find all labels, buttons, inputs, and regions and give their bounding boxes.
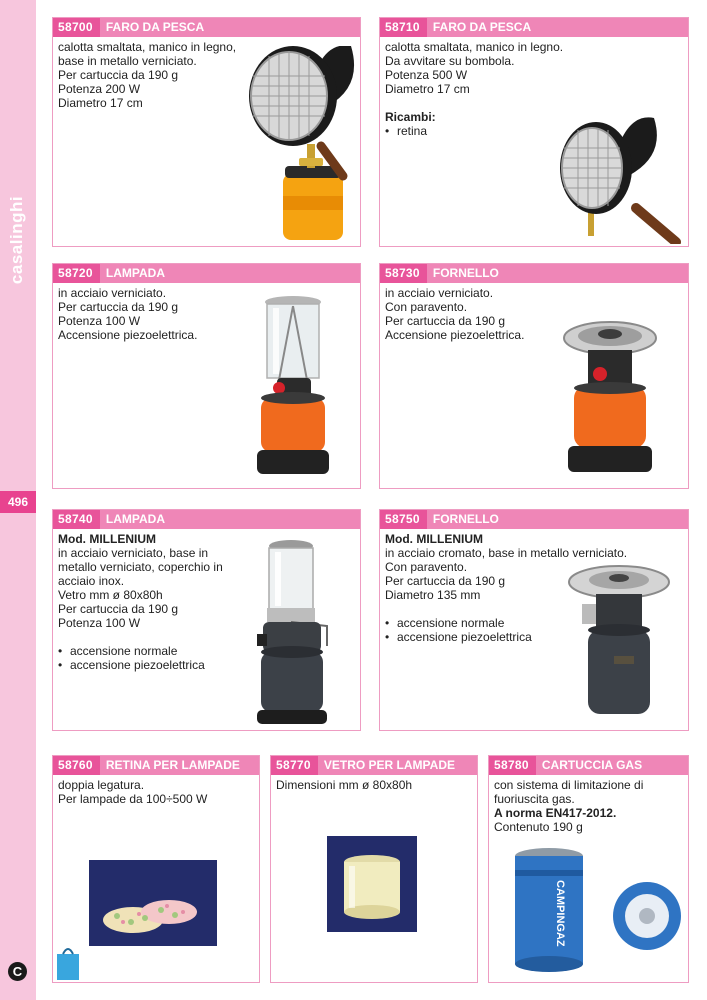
product-description: calotta smaltata, manico in legno, base in metallo verniciato. Per cartuccia da 190 g Potenza 200 W Diametro 17 cm (58, 40, 237, 110)
product-header (380, 264, 688, 283)
product-58720 (52, 263, 361, 489)
product-code: 58760 (53, 756, 100, 775)
product-description: calotta smaltata, manico in legno. Da avvitare su bombola. Potenza 500 W Diametro 17 cm Ricambi: • retina (385, 40, 563, 138)
product-description: in acciaio verniciato. Con paravento. Per cartuccia da 190 g Accensione piezoelettrica. (385, 286, 525, 342)
product-title: LAMPADA (105, 512, 165, 526)
gas-cartridge-icon (505, 846, 685, 982)
millenium-stove-icon (566, 564, 672, 726)
product-title: VETRO PER LAMPADE (323, 758, 455, 772)
product-header (489, 756, 688, 775)
product-description: Mod. MILLENIUM in acciaio cromato, base in metallo verniciato. Con paravento. Per cartuccia da 190 g Diametro 135 mm • accensione normale • accensione piezoelettrica (385, 532, 627, 644)
product-58740 (52, 509, 361, 731)
product-code: 58710 (380, 18, 427, 37)
category-sidebar (0, 0, 36, 1000)
model-name: Mod. MILLENIUM (385, 532, 483, 546)
product-code: 58780 (489, 756, 536, 775)
category-label: casalinghi (7, 195, 26, 285)
product-header (53, 756, 259, 775)
spares-label: Ricambi: (385, 110, 436, 124)
product-description: Mod. MILLENIUM in acciaio verniciato, base in metallo verniciato, coperchio in acciaio inox. Vetro mm ø 80x80h Per cartuccia da 190 g Potenza 100 W • accensione normale • accensione piezoelettrica (58, 532, 223, 672)
product-header (380, 510, 688, 529)
ignition-options: • accensione normale • accensione piezoelettrica (58, 644, 223, 672)
gas-lantern-icon (249, 294, 339, 484)
product-header (271, 756, 477, 775)
product-title: RETINA PER LAMPADE (105, 758, 240, 772)
product-header (53, 18, 360, 37)
product-title: CARTUCCIA GAS (541, 758, 643, 772)
product-58750 (379, 509, 689, 731)
product-58780 (488, 755, 689, 983)
brand-logo: C (8, 962, 27, 981)
model-name: Mod. MILLENIUM (58, 532, 156, 546)
cartridge-brand-label: CAMPINGAZ (554, 880, 566, 947)
product-title: LAMPADA (105, 266, 165, 280)
product-code: 58720 (53, 264, 100, 283)
product-title: FORNELLO (432, 266, 499, 280)
spares-list: • retina (385, 124, 563, 138)
product-code: 58700 (53, 18, 100, 37)
product-description: doppia legatura. Per lampade da 100÷500 W (58, 778, 208, 806)
product-code: 58730 (380, 264, 427, 283)
lamp-glass-icon (327, 836, 417, 932)
product-code: 58750 (380, 510, 427, 529)
product-header (53, 510, 360, 529)
norm-label: A norma EN417-2012. (494, 806, 617, 820)
product-description: in acciaio verniciato. Per cartuccia da 190 g Potenza 100 W Accensione piezoelettrica. (58, 286, 198, 342)
product-code: 58770 (271, 756, 318, 775)
gas-stove-icon (560, 308, 660, 484)
product-description: con sistema di limitazione di fuoriuscita gas. A norma EN417-2012. Contenuto 190 g (494, 778, 644, 834)
product-code: 58740 (53, 510, 100, 529)
product-58710 (379, 17, 689, 247)
product-header (380, 18, 688, 37)
page-number: 496 (0, 491, 36, 513)
product-58760 (52, 755, 260, 983)
product-58770 (270, 755, 478, 983)
product-58730 (379, 263, 689, 489)
lamp-mantles-icon (53, 860, 219, 982)
ignition-options: • accensione normale • accensione piezoelettrica (385, 616, 627, 644)
product-header (53, 264, 360, 283)
product-title: FARO DA PESCA (105, 20, 205, 34)
fishing-lamp-on-cartridge-icon (223, 46, 358, 244)
millenium-lantern-icon (253, 538, 333, 726)
product-description: Dimensioni mm ø 80x80h (276, 778, 413, 792)
product-title: FARO DA PESCA (432, 20, 532, 34)
product-title: FORNELLO (432, 512, 499, 526)
fishing-lamp-head-icon (558, 116, 686, 244)
product-58700 (52, 17, 361, 247)
